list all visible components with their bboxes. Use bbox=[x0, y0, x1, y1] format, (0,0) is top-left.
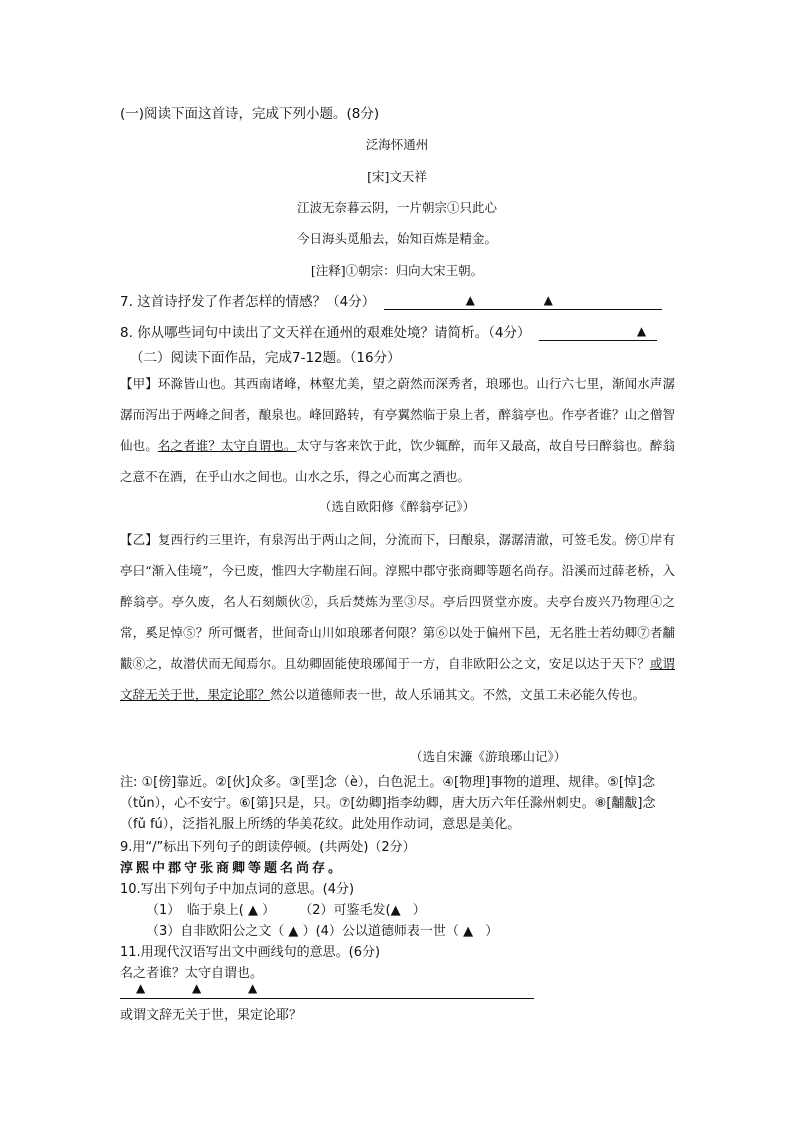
question-10-row-1 bbox=[146, 899, 426, 918]
question-8-answer-line[interactable] bbox=[539, 325, 657, 341]
section2-heading: （二）阅读下面作品，完成7-12题。（16分） bbox=[130, 350, 401, 366]
passage-yi bbox=[120, 524, 675, 710]
close-paren: ） bbox=[412, 903, 426, 918]
question-9-sentence[interactable]: 淳熙中郡守张商卿等题名尚存。 bbox=[120, 861, 345, 876]
question-8 bbox=[120, 321, 657, 341]
passage-yi-underlined: 或谓文辞无关于世，果定论耶？ bbox=[120, 656, 675, 702]
annotations: 注: ①[傍]靠近。②[伙]众多。③[垩]念（è），白色泥土。④[物理]事物的道理、规律。⑤[悼]念（tǔn），心不安宁。⑥[第]只是，只。⑦[幼卿]指李幼卿，唐大历六年任滁州刺史。⑧[黼黻]念（fǔ fú），泛指礼服上所绣的华美花纹。此处用作动词，意思是美化。 bbox=[120, 775, 656, 832]
question-10-item-2: （2）可鉴毛发( bbox=[299, 903, 391, 918]
close-paren: ） bbox=[302, 924, 316, 939]
passage-yi-text-2: 然公以道德师表一世，故人乐诵其文。不然，文虽工未必能久传也。 bbox=[270, 687, 646, 702]
poem-line-2: 今日海头觅船去，始知百炼是精金。 bbox=[296, 231, 497, 246]
question-11-line-1: 名之者谁？太守自谓也。 bbox=[120, 966, 264, 981]
answer-mark[interactable]: ▲ bbox=[463, 924, 474, 939]
answer-mark: ▲ bbox=[636, 324, 647, 338]
question-7-answer-line[interactable] bbox=[384, 294, 662, 310]
poem-note: [注释]①朝宗：归向大宋王朝。 bbox=[310, 263, 484, 278]
answer-mark: ▲ bbox=[136, 981, 146, 995]
answer-mark[interactable]: ▲ bbox=[247, 903, 258, 918]
question-11-answer-line[interactable] bbox=[120, 983, 534, 999]
answer-mark[interactable]: ▲ bbox=[390, 903, 401, 918]
poem-author: [宋]文天祥 bbox=[367, 169, 427, 184]
poem-line-1: 江波无奈暮云阴，一片朝宗①只此心 bbox=[296, 200, 497, 215]
section1-heading: (一)阅读下面这首诗，完成下列小题。(8分) bbox=[120, 106, 380, 122]
question-10: 10.写出下列句子中加点词的意思。(4分) bbox=[120, 882, 355, 897]
passage-jia-underlined: 名之者谁？太守自谓也。 bbox=[157, 438, 297, 453]
question-7 bbox=[120, 290, 662, 310]
question-9: 9.用“/”标出下列句子的朗读停顿。(共两处)（2分） bbox=[120, 840, 416, 855]
passage-yi-label: 【乙】 bbox=[120, 532, 158, 547]
passage-yi-source: （选自宋濂《游琅琊山记》） bbox=[410, 749, 567, 764]
answer-mark[interactable]: ▲ bbox=[288, 924, 299, 939]
answer-mark: ▲ bbox=[248, 981, 258, 995]
answer-mark: ▲ bbox=[543, 293, 553, 307]
close-paren: ） bbox=[485, 924, 499, 939]
passage-jia bbox=[120, 368, 675, 492]
answer-mark: ▲ bbox=[192, 981, 202, 995]
answer-mark: ▲ bbox=[465, 293, 475, 307]
question-10-row-2 bbox=[146, 920, 498, 939]
question-10-item-4: (4）公以道德师表一世（ bbox=[315, 924, 459, 939]
passage-jia-label: 【甲】 bbox=[120, 376, 158, 391]
close-paren: ） bbox=[262, 903, 276, 918]
passage-jia-source: （选自欧阳修《醉翁亭记》） bbox=[318, 499, 476, 514]
poem-title: 泛海怀通州 bbox=[365, 137, 429, 152]
question-7-text: 7. 这首诗抒发了作者怎样的情感？（4分） bbox=[120, 294, 376, 310]
question-10-item-3: （3）自非欧阳公之文（ bbox=[146, 924, 285, 939]
passage-jia-text-2: 太守与客来饮于此，饮少辄醉，而年又最高，故自号曰醉翁也。醉翁之意不在酒，在乎山水之间也。山水之乐，得之心而寓之酒也。 bbox=[120, 438, 675, 484]
question-11-line-2: 或谓文辞无关于世，果定论耶？ bbox=[120, 1008, 303, 1023]
question-11: 11.用现代汉语写出文中画线句的意思。(6分) bbox=[120, 945, 381, 960]
passage-jia-text-1: 环滁皆山也。其西南诸峰，林壑尤美，望之蔚然而深秀者，琅琊也。山行六七里，渐闻水声潺潺而泻出于两峰之间者，酿泉也。峰回路转，有亭翼然临于泉上者，醉翁亭也。作亭者谁？山之僧智仙也。 bbox=[120, 376, 675, 453]
question-8-text: 8. 你从哪些词句中读出了文天祥在通州的艰难处境？请简析。（4分） bbox=[120, 325, 531, 341]
question-10-item-1: （1） 临于泉上( bbox=[146, 903, 244, 918]
passage-yi-text-1: 复西行约三里许，有泉泻出于两山之间，分流而下，曰酿泉，潺潺清澈，可签毛发。傍①岸有亭曰“渐入佳境”，今已废，惟四大字勒崖石间。淳熙中郡守张商卿等题名尚存。沿溪而过薛老桥，入醉翁亭。亭久废，名人石刻颇伙②，兵后焚炼为垩③尽。亭后四贤堂亦废。夫亭台废兴乃物理④之常，奚足悼⑤？所可慨者，世间奇山川如琅琊者何限？第⑥以处于偏州下邑，无名胜士若幼卿⑦者黼黻⑧之，故潜伏而无闻焉尔。且幼卿固能使琅琊闻于一方，自非欧阳公之文，安足以达于天下？ bbox=[120, 532, 675, 671]
